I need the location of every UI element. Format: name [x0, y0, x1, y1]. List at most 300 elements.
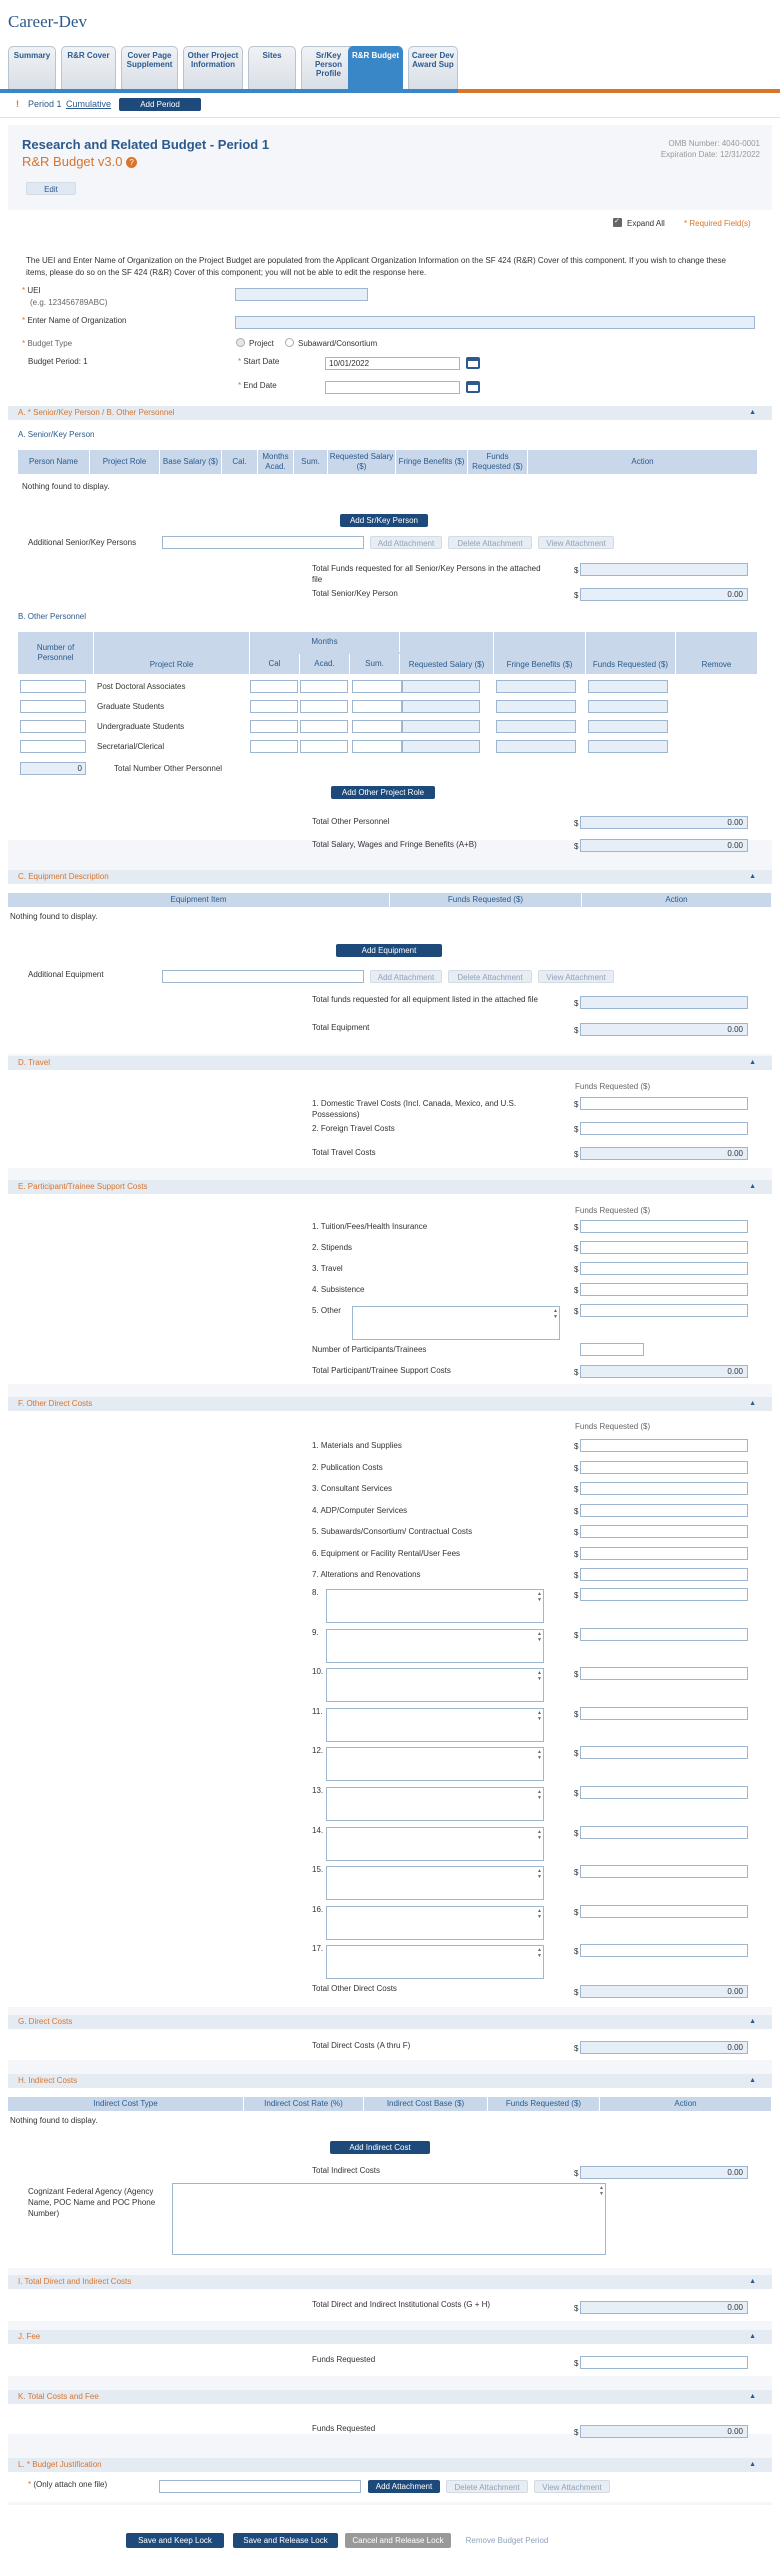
general-section	[8, 210, 772, 410]
fee-field[interactable]	[580, 2356, 748, 2369]
uei-label: * UEI	[22, 286, 41, 295]
dollar-sign: $	[574, 1286, 579, 1295]
tab-summary[interactable]	[8, 46, 56, 90]
personnel-cell[interactable]	[300, 740, 348, 753]
travel-domestic-label: 1. Domestic Travel Costs (Incl. Canada, Mexico, and U.S. Possessions)	[312, 1099, 517, 1119]
total-di-value: 0.00	[580, 2301, 748, 2314]
th-requested-salary: Requested Salary ($)	[400, 632, 494, 674]
tab-label: Other Project Information	[187, 51, 239, 69]
other-direct-description-textarea[interactable]	[326, 1747, 544, 1781]
other-direct-number-label: 9.	[312, 1627, 319, 1637]
add-attachment-button[interactable]: Add Attachment	[370, 536, 442, 549]
other-direct-description-textarea[interactable]	[326, 1945, 544, 1979]
total-equipment-label: Total Equipment	[312, 1023, 370, 1032]
personnel-cell[interactable]	[496, 680, 576, 693]
other-personnel-row	[0, 740, 780, 754]
th-person-name: Person Name	[18, 450, 90, 474]
save-release-lock-button[interactable]: Save and Release Lock	[233, 2533, 338, 2548]
section-f-header[interactable]	[8, 1397, 772, 1411]
dollar-sign: $	[574, 1571, 579, 1580]
period-bar	[0, 93, 780, 118]
form-title: Research and Related Budget - Period 1	[22, 137, 270, 152]
travel-funds-header: Funds Requested ($)	[575, 1082, 651, 1091]
personnel-cell[interactable]	[402, 740, 480, 753]
other-direct-number-field[interactable]	[580, 1786, 748, 1799]
dollar-sign: $	[574, 1591, 579, 1600]
form-version: R&R Budget v3.0	[22, 154, 123, 169]
dollar-sign: $	[574, 2428, 579, 2437]
th-funds: Funds Requested ($)	[468, 450, 528, 474]
dollar-sign: $	[574, 1789, 579, 1798]
personnel-role-label: Graduate Students	[97, 702, 165, 711]
th-remove: Remove	[676, 632, 758, 674]
tab-label: Career Dev Award Sup	[411, 51, 455, 69]
dollar-sign: $	[574, 1709, 579, 1719]
omb-number: OMB Number: 4040-0001	[668, 139, 760, 148]
total-attached-senior-field	[580, 563, 748, 576]
other-direct-number-label: 17.	[312, 1944, 324, 1954]
section-title: L. * Budget Justification	[18, 2460, 102, 2469]
personnel-cell[interactable]	[250, 700, 298, 713]
dollar-sign: $	[574, 1223, 579, 1232]
total-other-personnel-label: Total Other Personnel	[312, 817, 390, 826]
uei-example: (e.g. 123456789ABC)	[30, 298, 108, 307]
section-title: C. Equipment Description	[18, 872, 109, 881]
dollar-sign: $	[574, 1907, 579, 1917]
collapse-icon[interactable]: ▲	[749, 2393, 756, 2400]
th-indirect-base: Indirect Cost Base ($)	[364, 2097, 488, 2111]
collapse-icon[interactable]: ▲	[749, 2278, 756, 2285]
edit-button[interactable]: Edit	[26, 182, 76, 195]
total-attached-equipment-field	[580, 996, 748, 1009]
dollar-sign: $	[574, 1528, 579, 1537]
total-indirect-value: 0.00	[580, 2166, 748, 2179]
cancel-release-lock-button[interactable]: Cancel and Release Lock	[345, 2533, 451, 2548]
th-months: Months	[262, 452, 289, 461]
other-direct-item-field[interactable]	[580, 1547, 748, 1560]
dollar-sign: $	[574, 2359, 579, 2368]
total-other-count: 0	[20, 762, 86, 775]
dollar-sign: $	[574, 1150, 579, 1159]
section-title: E. Participant/Trainee Support Costs	[18, 1182, 148, 1191]
th-cal: Cal.	[222, 450, 258, 474]
other-direct-item-label: 3. Consultant Services	[312, 1484, 393, 1493]
personnel-cell[interactable]	[402, 700, 480, 713]
personnel-count-field[interactable]	[20, 700, 86, 713]
add-other-project-role-button[interactable]: Add Other Project Role	[331, 786, 435, 799]
add-sr-key-person-button[interactable]: Add Sr/Key Person	[340, 514, 428, 527]
th-acad: Acad.	[300, 654, 350, 674]
dollar-sign: $	[574, 566, 579, 575]
view-attachment-button[interactable]: View Attachment	[538, 970, 614, 983]
travel-foreign-label: 2. Foreign Travel Costs	[312, 1124, 395, 1133]
help-icon[interactable]: ?	[126, 157, 137, 168]
travel-domestic-field[interactable]	[580, 1097, 748, 1110]
senior-empty: Nothing found to display.	[22, 482, 110, 491]
other-direct-number-label: 15.	[312, 1865, 324, 1875]
total-attached-equipment-label: Total funds requested for all equipment listed in the attached file	[312, 995, 538, 1004]
fee-label: Funds Requested	[312, 2355, 376, 2364]
th-action: Action	[600, 2097, 772, 2111]
total-equipment-value: 0.00	[580, 1023, 748, 1036]
personnel-cell[interactable]	[588, 700, 668, 713]
section-k-header[interactable]	[8, 2390, 772, 2404]
total-direct-label: Total Direct Costs (A thru F)	[312, 2041, 411, 2050]
section-i-header[interactable]	[8, 2275, 772, 2289]
personnel-cell[interactable]	[300, 720, 348, 733]
num-participants-label: Number of Participants/Trainees	[312, 1345, 427, 1354]
tab-label: Cover Page Supplement	[126, 51, 173, 69]
view-attachment-button[interactable]: View Attachment	[538, 536, 614, 549]
other-direct-description-textarea[interactable]	[326, 1589, 544, 1623]
personnel-cell[interactable]	[496, 720, 576, 733]
personnel-cell[interactable]	[300, 700, 348, 713]
travel-foreign-field[interactable]	[580, 1122, 748, 1135]
budget-period-label: Budget Period: 1	[28, 357, 88, 366]
justification-add-button[interactable]: Add Attachment	[368, 2480, 440, 2493]
th-number: Number of Personnel	[18, 632, 94, 674]
participant-item-field[interactable]	[580, 1283, 748, 1296]
other-direct-number-field[interactable]	[580, 1588, 748, 1601]
total-other-direct-label: Total Other Direct Costs	[312, 1984, 397, 1993]
other-direct-number-field[interactable]	[580, 1826, 748, 1839]
start-date-field[interactable]: 10/01/2022	[325, 357, 460, 370]
org-label: * Enter Name of Organization	[22, 316, 127, 325]
add-indirect-cost-button[interactable]: Add Indirect Cost	[330, 2141, 430, 2154]
justification-delete-button[interactable]: Delete Attachment	[446, 2480, 528, 2493]
personnel-count-field[interactable]	[20, 680, 86, 693]
other-table-header	[18, 632, 758, 674]
personnel-cell[interactable]	[250, 720, 298, 733]
other-direct-item-field[interactable]	[580, 1482, 748, 1495]
expand-all-label: Expand All	[627, 219, 665, 228]
dollar-sign: $	[574, 1125, 579, 1134]
start-date-label: * Start Date	[238, 357, 280, 366]
participant-item-label: 5. Other	[312, 1306, 341, 1315]
other-direct-item-field[interactable]	[580, 1504, 748, 1517]
dollar-sign: $	[574, 1630, 579, 1640]
other-direct-item-label: 2. Publication Costs	[312, 1462, 383, 1472]
personnel-cell[interactable]	[588, 720, 668, 733]
other-personnel-row	[0, 700, 780, 714]
dollar-sign: $	[574, 1947, 579, 1957]
other-direct-number-label: 13.	[312, 1786, 324, 1795]
add-period-button[interactable]: Add Period	[119, 98, 201, 111]
total-travel-value: 0.00	[580, 1147, 748, 1160]
omb-info	[560, 138, 760, 160]
equipment-empty: Nothing found to display.	[10, 912, 98, 921]
total-salary-label: Total Salary, Wages and Fringe Benefits (A+B)	[312, 840, 477, 849]
other-direct-item-label: 5. Subawards/Consortium/ Contractual Costs	[312, 1527, 473, 1536]
budget-type-sub-radio[interactable]	[285, 338, 294, 347]
dollar-sign: $	[574, 999, 579, 1008]
other-direct-number-field[interactable]	[580, 1707, 748, 1720]
personnel-cell[interactable]	[352, 680, 402, 693]
total-participant-label: Total Participant/Trainee Support Costs	[312, 1366, 451, 1375]
th-requested-salary: Requested Salary ($)	[328, 450, 396, 474]
personnel-cell[interactable]	[588, 740, 668, 753]
dollar-sign: $	[574, 1265, 579, 1274]
other-direct-number-field[interactable]	[580, 1944, 748, 1957]
dollar-sign: $	[574, 1749, 579, 1759]
other-direct-number-field[interactable]	[580, 1865, 748, 1878]
personnel-role-label: Undergraduate Students	[97, 722, 185, 731]
section-a-header[interactable]	[8, 406, 772, 420]
cognizant-agency-textarea[interactable]	[172, 2183, 606, 2255]
personnel-role-label: Secretarial/Clerical	[97, 742, 165, 751]
calendar-icon[interactable]	[466, 381, 480, 393]
th-acad	[258, 450, 294, 474]
dollar-sign: $	[574, 1307, 579, 1316]
th-indirect-type: Indirect Cost Type	[8, 2097, 244, 2111]
other-direct-number-field[interactable]	[580, 1905, 748, 1918]
delete-attachment-button[interactable]: Delete Attachment	[448, 970, 532, 983]
other-direct-description-textarea[interactable]	[326, 1866, 544, 1900]
senior-subtitle: A. Senior/Key Person	[18, 430, 95, 439]
th-project-role: Project Role	[90, 450, 160, 474]
other-direct-description-textarea[interactable]	[326, 1787, 544, 1821]
other-direct-description-textarea[interactable]	[326, 1708, 544, 1742]
section-e-header[interactable]	[8, 1180, 772, 1194]
personnel-count-field[interactable]	[20, 740, 86, 753]
indirect-table-header	[8, 2097, 772, 2111]
budget-type-sub-label: Subaward/Consortium	[298, 339, 378, 348]
other-direct-number-field[interactable]	[580, 1746, 748, 1759]
total-fee-label: Funds Requested	[312, 2424, 376, 2433]
add-equipment-button[interactable]: Add Equipment	[336, 944, 442, 957]
dollar-sign: $	[574, 1868, 579, 1878]
tab-label: Sr/Key Person Profile	[314, 51, 343, 78]
total-salary-value: 0.00	[580, 839, 748, 852]
personnel-cell[interactable]	[250, 680, 298, 693]
participant-item-label: 3. Travel	[312, 1264, 343, 1273]
personnel-cell[interactable]	[588, 680, 668, 693]
total-other-personnel-value: 0.00	[580, 816, 748, 829]
dollar-sign: $	[574, 1670, 579, 1680]
th-funds: Funds Requested ($)	[390, 893, 582, 907]
th-months: Months	[250, 632, 400, 652]
cognizant-agency-label: Cognizant Federal Agency (Agency Name, POC Name and POC Phone Number)	[28, 2187, 156, 2218]
dollar-sign: $	[574, 1549, 579, 1559]
period-link[interactable]: Period 1	[28, 99, 62, 109]
personnel-cell[interactable]	[300, 680, 348, 693]
personnel-cell[interactable]	[352, 720, 402, 733]
total-attached-senior-label: Total Funds requested for all Senior/Key Persons in the attached file	[312, 564, 541, 584]
total-di-label: Total Direct and Indirect Institutional Costs (G + H)	[312, 2300, 491, 2309]
personnel-cell[interactable]	[250, 740, 298, 753]
tab-other-project-info[interactable]	[183, 46, 243, 90]
dollar-sign: $	[574, 1368, 579, 1377]
tab-rr-budget[interactable]	[348, 46, 403, 90]
other-direct-description-textarea[interactable]	[326, 1906, 544, 1940]
section-g-header[interactable]	[8, 2015, 772, 2029]
other-direct-number-label: 8.	[312, 1588, 319, 1597]
section-title: I. Total Direct and Indirect Costs	[18, 2277, 132, 2286]
section-title: D. Travel	[18, 1058, 51, 1067]
th-sum: Sum.	[350, 654, 400, 674]
participant-item-field[interactable]	[580, 1304, 748, 1317]
section-title: K. Total Costs and Fee	[18, 2392, 99, 2401]
equipment-table-header	[8, 893, 772, 907]
dollar-sign: $	[574, 1244, 579, 1253]
th-acad-label: Acad.	[265, 462, 286, 471]
dollar-sign: $	[574, 1988, 579, 1997]
collapse-icon[interactable]: ▲	[749, 2461, 756, 2468]
remove-budget-period-button[interactable]: Remove Budget Period	[458, 2533, 556, 2548]
additional-equipment-label: Additional Equipment	[28, 970, 104, 979]
dollar-sign: $	[574, 2044, 579, 2053]
section-h-header[interactable]	[8, 2074, 772, 2088]
other-direct-item-field[interactable]	[580, 1525, 748, 1538]
th-project-role: Project Role	[94, 632, 250, 674]
tab-label: Summary	[13, 51, 51, 60]
other-direct-number-field[interactable]	[580, 1667, 748, 1680]
dollar-sign: $	[574, 2169, 579, 2178]
collapse-icon[interactable]: ▲	[749, 2018, 756, 2025]
collapse-icon[interactable]: ▲	[749, 873, 756, 880]
tab-sites[interactable]	[248, 46, 296, 90]
participant-item-field[interactable]	[580, 1241, 748, 1254]
collapse-icon[interactable]: ▲	[749, 409, 756, 416]
other-direct-item-field[interactable]	[580, 1461, 748, 1474]
tab-cover-page-supplement[interactable]	[121, 46, 178, 90]
save-keep-lock-button[interactable]: Save and Keep Lock	[126, 2533, 224, 2548]
tab-rr-cover[interactable]	[61, 46, 116, 90]
additional-senior-label: Additional Senior/Key Persons	[28, 538, 137, 547]
other-direct-description-textarea[interactable]	[326, 1827, 544, 1861]
delete-attachment-button[interactable]: Delete Attachment	[448, 536, 532, 549]
collapse-icon[interactable]: ▲	[749, 1183, 756, 1190]
dollar-sign: $	[574, 1485, 579, 1494]
other-personnel-row	[0, 680, 780, 694]
dollar-sign: $	[574, 1463, 579, 1473]
th-action: Action	[528, 450, 758, 474]
tab-label: R&R Cover	[67, 51, 110, 60]
th-funds: Funds Requested ($)	[488, 2097, 600, 2111]
expand-all-checkbox[interactable]: ✓	[613, 218, 622, 227]
participant-item-field[interactable]	[580, 1220, 748, 1233]
justification-view-button[interactable]: View Attachment	[534, 2480, 610, 2493]
dollar-sign: $	[574, 1506, 579, 1516]
participant-funds-header: Funds Requested ($)	[575, 1206, 651, 1215]
indirect-empty: Nothing found to display.	[10, 2116, 98, 2125]
dollar-sign: $	[574, 591, 579, 600]
tab-label: Sites	[262, 51, 282, 60]
other-direct-number-label: 11.	[312, 1706, 323, 1716]
budget-type-project-label: Project	[249, 339, 274, 348]
th-equipment-item: Equipment Item	[8, 893, 390, 907]
other-direct-number-label: 16.	[312, 1904, 324, 1914]
cumulative-link[interactable]: Cumulative	[66, 99, 112, 109]
tab-bar	[8, 46, 458, 90]
dollar-sign: $	[574, 819, 579, 828]
section-title: F. Other Direct Costs	[18, 1399, 93, 1408]
total-senior-value: 0.00	[580, 588, 748, 601]
collapse-icon[interactable]: ▲	[749, 2077, 756, 2084]
section-c-header[interactable]	[8, 870, 772, 884]
budget-type-project-radio[interactable]	[236, 338, 245, 347]
total-direct-value: 0.00	[580, 2041, 748, 2054]
total-fee-value: 0.00	[580, 2425, 748, 2438]
dollar-sign: $	[574, 1828, 579, 1838]
personnel-cell[interactable]	[402, 680, 480, 693]
additional-senior-file[interactable]	[162, 536, 364, 549]
total-indirect-label: Total Indirect Costs	[312, 2166, 381, 2175]
other-direct-description-textarea[interactable]	[326, 1668, 544, 1702]
other-personnel-title: B. Other Personnel	[18, 612, 87, 621]
personnel-cell[interactable]	[402, 720, 480, 733]
total-other-direct-value: 0.00	[580, 1985, 748, 1998]
form-subtitle	[22, 154, 137, 169]
other-direct-item-label: 6. Equipment or Facility Rental/User Fees	[312, 1548, 461, 1558]
participant-item-label: 1. Tuition/Fees/Health Insurance	[312, 1222, 428, 1231]
expiration-date: Expiration Date: 12/31/2022	[660, 150, 760, 159]
other-direct-number-label: 10.	[312, 1667, 324, 1677]
section-l-header[interactable]	[8, 2458, 772, 2472]
dollar-sign: $	[574, 842, 579, 851]
other-direct-item-label: 7. Alterations and Renovations	[312, 1570, 421, 1579]
tab-career-dev-award-sup[interactable]	[408, 46, 458, 90]
calendar-icon[interactable]	[466, 357, 480, 369]
other-direct-item-field[interactable]	[580, 1439, 748, 1452]
section-j-header[interactable]	[8, 2330, 772, 2344]
app-title: Career-Dev	[8, 12, 87, 31]
tab-label: R&R Budget	[351, 51, 400, 60]
collapse-icon[interactable]: ▲	[749, 2333, 756, 2340]
additional-equipment-file[interactable]	[162, 970, 364, 983]
personnel-cell[interactable]	[496, 740, 576, 753]
add-attachment-button[interactable]: Add Attachment	[370, 970, 442, 983]
participant-item-field[interactable]	[580, 1262, 748, 1275]
other-direct-funds-header: Funds Requested ($)	[575, 1422, 651, 1431]
other-direct-item-field[interactable]	[580, 1568, 748, 1581]
justification-label: * (Only attach one file)	[28, 2480, 108, 2489]
justification-file[interactable]	[159, 2480, 361, 2493]
collapse-icon[interactable]: ▲	[749, 1059, 756, 1066]
personnel-count-field[interactable]	[20, 720, 86, 733]
end-date-field[interactable]	[325, 381, 460, 394]
section-a-body	[8, 420, 772, 840]
collapse-icon[interactable]: ▲	[749, 1400, 756, 1407]
other-direct-number-field[interactable]	[580, 1628, 748, 1641]
other-participant-textarea[interactable]	[352, 1306, 560, 1340]
personnel-cell[interactable]	[352, 700, 402, 713]
intro-text: The UEI and Enter Name of Organization on the Project Budget are populated from the Applicant Organization Information on the SF 424 (R&R) Cover of this component. If you wish to change these items, please do so on the SF 424 (R&R) Cover of this component; you will not be able to edit the response here.	[26, 256, 726, 277]
total-travel-label: Total Travel Costs	[312, 1148, 376, 1157]
section-title: J. Fee	[18, 2332, 41, 2341]
section-d-header[interactable]	[8, 1056, 772, 1070]
other-personnel-row	[0, 720, 780, 734]
th-fringe: Fringe Benefits ($)	[396, 450, 468, 474]
warning-icon: !	[16, 99, 19, 109]
total-participant-value: 0.00	[580, 1365, 748, 1378]
other-direct-item-label: 4. ADP/Computer Services	[312, 1505, 408, 1515]
other-direct-number-label: 12.	[312, 1746, 324, 1756]
personnel-cell[interactable]	[352, 740, 402, 753]
personnel-cell[interactable]	[496, 700, 576, 713]
other-direct-description-textarea[interactable]	[326, 1629, 544, 1663]
end-date-label: * End Date	[238, 381, 277, 390]
th-indirect-rate: Indirect Cost Rate (%)	[244, 2097, 364, 2111]
required-note: * Required Field(s)	[684, 219, 751, 228]
other-direct-item-label: 1. Materials and Supplies	[312, 1441, 402, 1450]
th-base-salary: Base Salary ($)	[160, 450, 222, 474]
th-funds: Funds Requested ($)	[586, 632, 676, 674]
th-fringe: Fringe Benefits ($)	[494, 632, 586, 674]
num-participants-field[interactable]	[580, 1343, 644, 1356]
section-title: G. Direct Costs	[18, 2017, 73, 2026]
th-action: Action	[582, 893, 772, 907]
